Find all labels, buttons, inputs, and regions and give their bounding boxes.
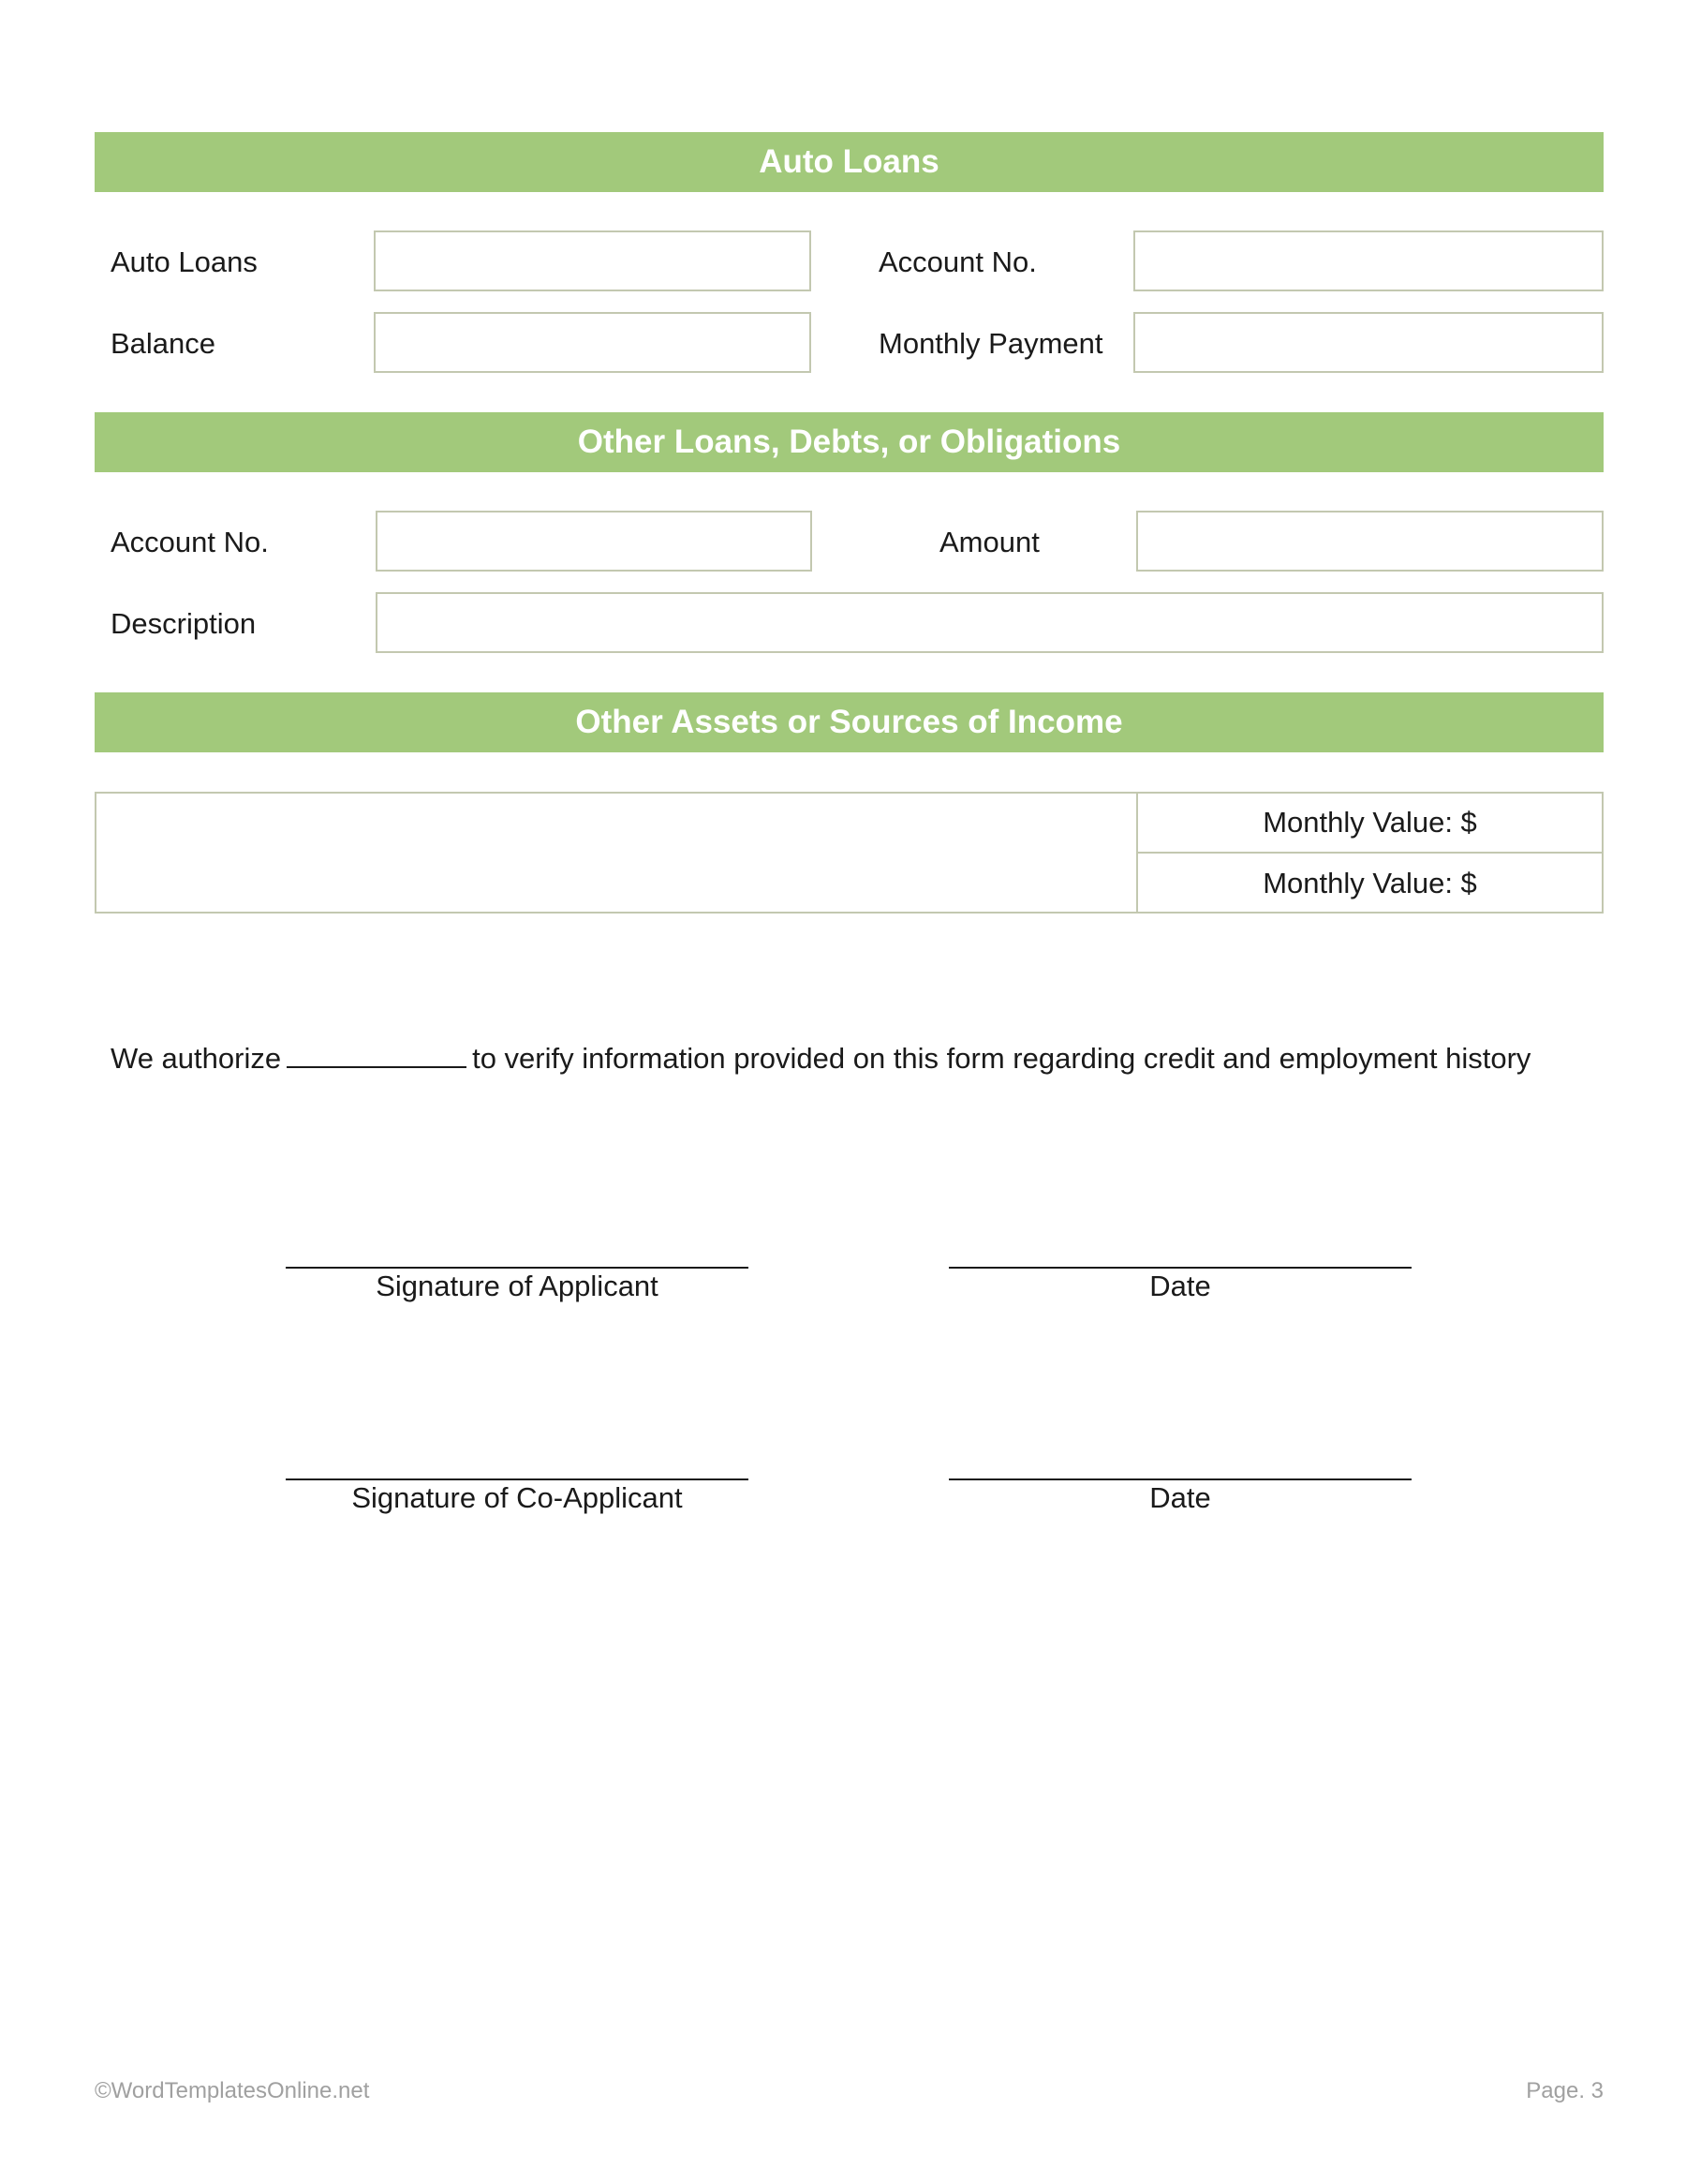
balance-label: Balance: [111, 327, 216, 360]
monthly-value-1[interactable]: Monthly Value: $: [1138, 794, 1602, 854]
auto-loans-header: Auto Loans: [95, 132, 1604, 192]
co-applicant-signature-line[interactable]: [286, 1478, 748, 1480]
other-account-no-field[interactable]: [376, 511, 812, 572]
auto-loans-label: Auto Loans: [111, 245, 258, 278]
applicant-signature-line[interactable]: [286, 1267, 748, 1269]
applicant-date-line[interactable]: [949, 1267, 1412, 1269]
description-field[interactable]: [376, 592, 1604, 653]
amount-field[interactable]: [1136, 511, 1604, 572]
applicant-signature-label: Signature of Applicant: [376, 1270, 658, 1302]
authorization-prefix: We authorize: [111, 1042, 282, 1075]
other-loans-header: Other Loans, Debts, or Obligations: [95, 412, 1604, 472]
auto-account-no-label: Account No.: [879, 245, 1037, 278]
balance-field[interactable]: [374, 312, 811, 373]
footer-copyright: ©WordTemplatesOnline.net: [95, 2078, 370, 2103]
authorization-suffix: to verify information provided on this form regarding credit and employment history: [472, 1042, 1531, 1075]
assets-table: [95, 792, 1604, 914]
assets-values-column: [1138, 794, 1602, 912]
co-applicant-signature-label: Signature of Co-Applicant: [351, 1481, 683, 1514]
other-assets-header: Other Assets or Sources of Income: [95, 692, 1604, 752]
authorization-statement: [111, 1042, 1531, 1076]
applicant-date-label: Date: [1149, 1270, 1211, 1302]
footer-page-number: Page. 3: [1526, 2078, 1604, 2103]
auto-account-no-field[interactable]: [1133, 230, 1604, 291]
amount-label: Amount: [939, 526, 1040, 558]
authorized-party-blank[interactable]: [287, 1044, 466, 1068]
monthly-payment-label: Monthly Payment: [879, 327, 1103, 360]
other-account-no-label: Account No.: [111, 526, 269, 558]
co-applicant-date-label: Date: [1149, 1481, 1211, 1514]
monthly-value-2[interactable]: Monthly Value: $: [1263, 867, 1477, 899]
description-label: Description: [111, 607, 257, 640]
assets-description-cell[interactable]: [96, 794, 1138, 912]
auto-loans-field[interactable]: [374, 230, 811, 291]
co-applicant-date-line[interactable]: [949, 1478, 1412, 1480]
monthly-payment-field[interactable]: [1133, 312, 1604, 373]
